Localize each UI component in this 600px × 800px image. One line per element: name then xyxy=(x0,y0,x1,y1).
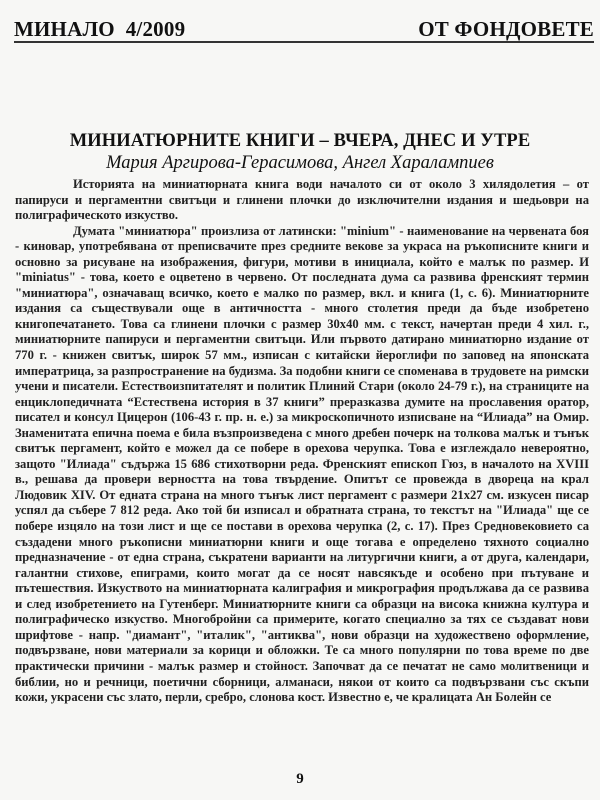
journal-issue: МИНАЛО 4/2009 xyxy=(14,17,186,41)
article-body xyxy=(15,177,589,706)
article-authors: Мария Аргирова-Герасимова, Ангел Харалампиев xyxy=(106,153,494,173)
running-header xyxy=(14,18,594,43)
section-name: ОТ ФОНДОВЕТЕ xyxy=(418,17,594,41)
page-number: 9 xyxy=(296,771,304,787)
paragraph: Думата "миниатюра" произлиза от латински: "minium" - наименование на червената боя - киновар, употребявана от преписвачите през средните векове за украса на ръкописните книги и основно за рисуване на изображения, фигури, мотиви в инициала, който е малък по размер. И "miniatus" - това, което е оцветено в червено. От последната дума са развива френският термин "миниатюра", означаващ всичко, което е малко по размер, вкл. и книга (1, с. 6). Миниатюрните издания са съществували още в античността - много столетия преди да бъде изобретено книгопечатането. Това са глинени плочки с размер 30х40 мм. с текст, начертан преди 4 хил. г., миниатюрните папируси и пергаментни свитъци. Или първото датирано миниатюрно издание от 770 г. - книжен свитък, широк 57 мм., изписан с китайски йероглифи по заповед на японската императрица, за разпространение на будизма. За подобни книги се споменава в трудовете на римски учени и писатели. Естествоизпитателят и политик Плиний Стари (около 24-79 г.), на страниците на енциклопедичната “Естествена история в 37 книги” преразказва думите на прославения оратор, писател и консул Цицерон (106-43 г. пр. н. е.) за микроскопичното изписване на “Илиада” на Омир. Знаменитата епична поема е била възпроизведена с много дребен почерк на толкова малък и тънък свитък пергамент, който е можел да се побере в орехова черупка. Това е изглеждало невероятно, защото "Илиада" съдържа 15 686 стихотворни реда. Френският епископ Гюз, в началото на XVIII в., решава да провери верността на това твърдение. Опитът се провежда в двореца на крал Людовик XIV. От едната страна на много тънък лист пергамент с размери 21х27 см. изкусен писар успял да събере 7 812 реда. Ако той би изписал и обратната страна, то текстът на "Илиада" ще се побере изцяло на този лист и ще се постави в орехова черупка (2, с. 17). През Средновековието са създадени много ръкописни миниатюрни книги и още тогава е определено тяхното социално предназначение - от една страна, съкратени варианти на литургични книги, а от друга, календари, галантни стихове, епиграми, които могат да се носят навсякъде и особено при пътуване и пътешествия. Изкуството на миниатюрната калиграфия и микрография продължава да се развива и след изобретението на Гутенберг. Миниатюрните книги са образци на висока книжна култура и полиграфическо изкуство. Многобройни са примерите, когато специално за тях се създават нови шрифтове - напр. "диамант", "италик", "антиква", нови образци на художествено оформление, подвързване, нови материали за корици и обложки. Те са много популярни по това време по две практически причини - малък размер и стойност. Започват да се печатат не само молитвеници и библии, но и речници, поетични сборници, алманаси, някои от които са подвързвани със скъпи кожи, украсени със злато, перли, сребро, слонова кост. Известно е, че кралицата Ан Болейн се xyxy=(15,223,589,705)
article-title: МИНИАТЮРНИТЕ КНИГИ – ВЧЕРА, ДНЕС И УТРЕ xyxy=(69,131,531,151)
paragraph: Историята на миниатюрната книга води началото си от около 3 хилядолетия – от папируси и пергаментни свитъци и глинени плочки до изключителни издания и шедьоври на полиграфическото изкуство. xyxy=(15,177,589,223)
